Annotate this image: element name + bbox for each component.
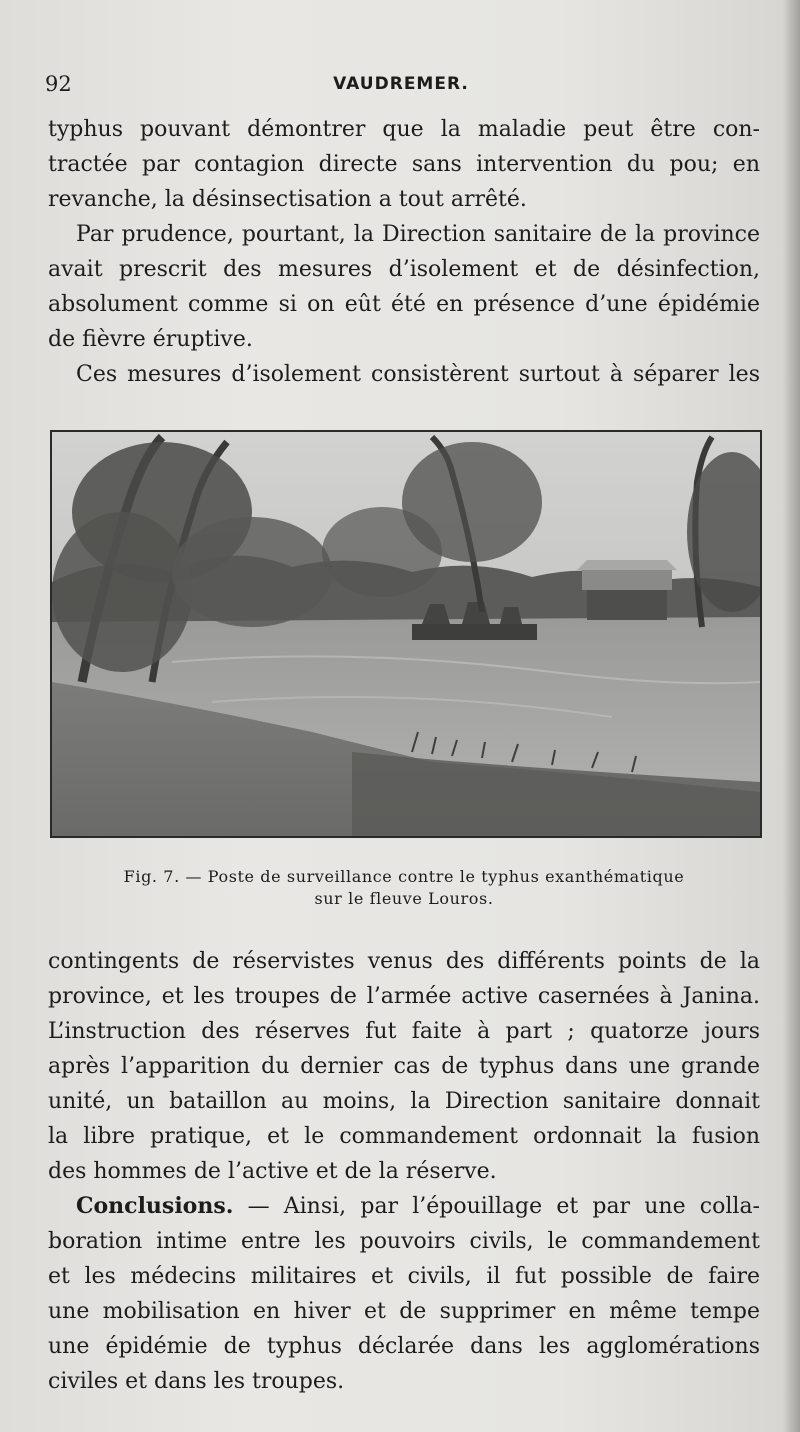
figure-photograph <box>50 430 762 838</box>
text-line: la libre pratique, et le commandement ordonnait la fusion <box>48 1124 760 1149</box>
text-line: tractée par contagion directe sans intervention du pou; en <box>48 152 760 177</box>
page-header <box>45 72 757 102</box>
conclusions-heading: Conclusions. <box>76 1193 234 1219</box>
river-photo-illustration <box>52 432 760 836</box>
text-line: de fièvre éruptive. <box>48 327 253 352</box>
text-line: et les médecins militaires et civils, il fut possible de faire <box>48 1264 760 1289</box>
text-line: après l’apparition du dernier cas de typhus dans une grande <box>48 1054 760 1079</box>
page-number: 92 <box>45 72 72 96</box>
bottom-text-block <box>48 944 760 1399</box>
text-line: L’instruction des réserves fut faite à part ; quatorze jours <box>48 1019 760 1044</box>
text-line: boration intime entre les pouvoirs civils, le commandement <box>48 1229 760 1254</box>
text-line: contingents de réservistes venus des différents points de la <box>48 949 760 974</box>
running-head: VAUDREMER. <box>333 74 469 94</box>
top-text-block <box>48 112 760 392</box>
conclusions-text: — Ainsi, par l’épouillage et par une colla- <box>233 1194 760 1219</box>
text-line: avait prescrit des mesures d’isolement et de désinfection, <box>48 257 760 282</box>
caption-line: Fig. 7. — Poste de surveillance contre le typhus exanthématique <box>123 867 685 886</box>
text-line: revanche, la désinsectisation a tout arrêté. <box>48 187 527 212</box>
text-line: des hommes de l’active et de la réserve. <box>48 1159 497 1184</box>
page-spine-shadow <box>782 0 800 1432</box>
text-line: Par prudence, pourtant, la Direction sanitaire de la province <box>76 222 760 247</box>
text-line: une mobilisation en hiver et de supprimer en même tempe <box>48 1299 760 1324</box>
figure-caption <box>48 866 760 910</box>
conclusions-first-line <box>48 1189 760 1224</box>
text-line: Ces mesures d’isolement consistèrent surtout à séparer les <box>76 362 760 387</box>
text-line: civiles et dans les troupes. <box>48 1369 345 1394</box>
text-line: unité, un bataillon au moins, la Direction sanitaire donnait <box>48 1089 760 1114</box>
caption-line: sur le fleuve Louros. <box>314 889 494 908</box>
text-line: une épidémie de typhus déclarée dans les agglomérations <box>48 1334 760 1359</box>
text-line: absolument comme si on eût été en présence d’une épidémie <box>48 292 760 317</box>
text-line: province, et les troupes de l’armée active casernées à Janina. <box>48 984 760 1009</box>
text-line: typhus pouvant démontrer que la maladie peut être con- <box>48 117 760 142</box>
